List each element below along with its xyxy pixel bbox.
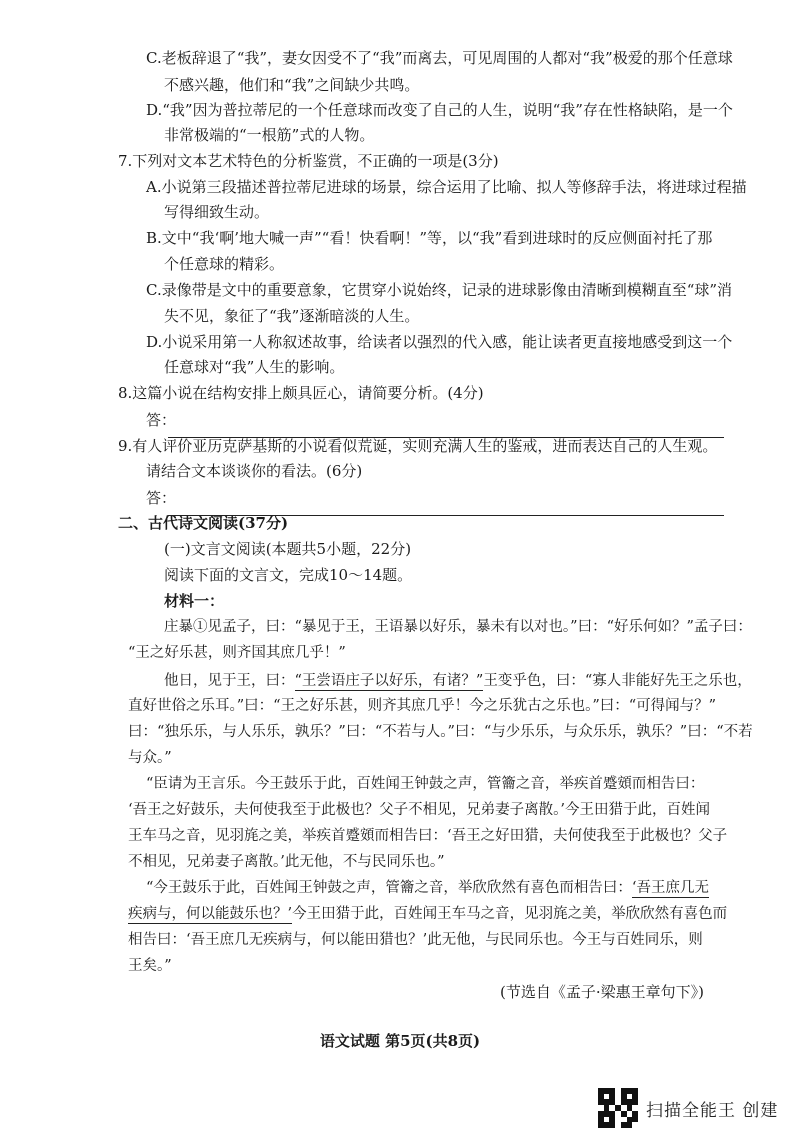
text-line: 不感兴趣，他们和“我”之间缺少共鸣。 <box>164 76 420 94</box>
text-line: 疾病与，何以能鼓乐也？’今王田猎于此，百姓闻王车马之音，见羽旄之美，举欣欣然有喜色而 <box>128 906 728 922</box>
text-line: (一)文言文阅读(本题共5小题，22分) <box>164 540 412 558</box>
text-line: 答： <box>146 489 177 507</box>
text-line: D.“我”因为普拉蒂尼的一个任意球而改变了自己的人生，说明“我”存在性格缺陷，是一个 <box>146 101 733 119</box>
watermark-text: 扫描全能王 创建 <box>646 1100 779 1121</box>
text-line: “王之好乐甚，则齐国其庶几乎！” <box>128 645 346 661</box>
text-line: 直好世俗之乐耳。”曰：“王之好乐甚，则齐其庶几乎！今之乐犹古之乐也。”曰：“可得闻与？” <box>128 698 717 714</box>
text-line: 8.这篇小说在结构安排上颇具匠心，请简要分析。(4分) <box>118 384 484 402</box>
text-line: 失不见，象征了“我”逐渐暗淡的人生。 <box>164 307 420 325</box>
text-line: 曰：“独乐乐，与人乐乐，孰乐？”曰：“不若与人。”曰：“与少乐乐，与众乐乐，孰乐？”曰：“不若 <box>128 724 753 740</box>
text-line: B.文中“我‘啊’地大喊一声”“看！快看啊！”等，以“我”看到进球时的反应侧面衬托了那 <box>146 229 713 247</box>
text-line: ‘吾王之好鼓乐，夫何使我至于此极也？父子不相见，兄弟妻子离散。’今王田猎于此，百姓闻 <box>128 802 710 818</box>
page-footer: 语文试题 第5页(共8页) <box>319 1032 481 1050</box>
text-line: 相告曰：‘吾王庶几无疾病与，何以能田猎也？’此无他，与民同乐也。今王与百姓同乐，则 <box>128 932 703 948</box>
qr-code-icon <box>598 1088 638 1128</box>
text-line: (节选自《孟子·梁惠王章句下》) <box>500 983 704 1001</box>
text-line: 写得细致生动。 <box>164 203 270 221</box>
text-line: 个任意球的精彩。 <box>164 255 285 273</box>
text-line: 请结合文本谈谈你的看法。(6分) <box>146 462 363 480</box>
text-line: 任意球对“我”人生的影响。 <box>164 358 345 376</box>
text-line: C.老板辞退了“我”，妻女因受不了“我”而离去，可见周围的人都对“我”极爱的那个任意球 <box>146 49 733 67</box>
text-line: “今王鼓乐于此，百姓闻王钟鼓之声，管籥之音，举欣欣然有喜色而相告曰：‘吾王庶几无 <box>146 880 710 896</box>
text-line: 二、古代诗文阅读(37分) <box>118 514 289 532</box>
text-line: 阅读下面的文言文，完成10～14题。 <box>164 566 413 584</box>
text-line: A.小说第三段描述普拉蒂尼进球的场景，综合运用了比喻、拟人等修辞手法，将进球过程描 <box>146 178 747 196</box>
text-line: 答： <box>146 411 177 429</box>
text-line: 他日，见于王，曰：“王尝语庄子以好乐，有诸？”王变乎色，曰：“寡人非能好先王之乐也， <box>164 673 752 689</box>
text-line: D.小说采用第一人称叙述故事，给读者以强烈的代入感，能让读者更直接地感受到这一个 <box>146 333 733 351</box>
scanner-watermark <box>598 1088 778 1128</box>
text-line: 与众。” <box>128 750 172 766</box>
text-line: 庄暴①见孟子，曰：“暴见于王，王语暴以好乐，暴未有以对也。”曰：“好乐何如？”孟子曰： <box>164 619 752 635</box>
text-line: “臣请为王言乐。今王鼓乐于此，百姓闻王钟鼓之声，管籥之音，举疾首蹙頞而相告曰： <box>146 776 705 792</box>
answer-line-q8 <box>168 437 724 438</box>
text-line: 王车马之音，见羽旄之美，举疾首蹙頞而相告曰：‘吾王之好田猎，夫何使我至于此极也？父子 <box>128 828 728 844</box>
text-line: C.录像带是文中的重要意象，它贯穿小说始终，记录的进球影像由清晰到模糊直至“球”消 <box>146 281 733 299</box>
text-line: 9.有人评价亚历克萨基斯的小说看似荒诞，实则充满人生的鉴戒，进而表达自己的人生观。 <box>118 437 718 455</box>
text-line: 不相见，兄弟妻子离散。’此无他，不与民同乐也。” <box>128 854 445 870</box>
text-line: 王矣。” <box>128 958 172 974</box>
answer-line-q9 <box>168 515 724 516</box>
text-line: 非常极端的“一根筋”式的人物。 <box>164 126 375 144</box>
text-line: 材料一： <box>164 592 225 610</box>
text-line: 7.下列对文本艺术特色的分析鉴赏，不正确的一项是(3分) <box>118 152 499 170</box>
